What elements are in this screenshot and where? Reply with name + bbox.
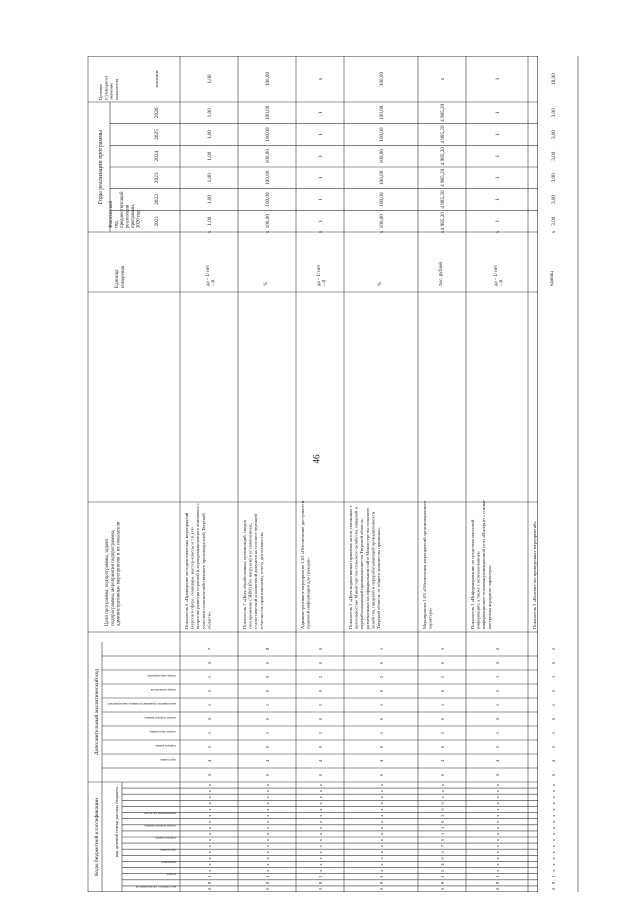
additional-code-digit: 1 bbox=[265, 703, 270, 707]
additional-code-digit: 1 bbox=[379, 731, 384, 735]
budget-code-digit: х bbox=[495, 845, 500, 848]
additional-col-label: задача подпрограммы bbox=[144, 716, 176, 720]
row-value-6-2: 3,00 bbox=[551, 173, 557, 183]
budget-code-digit: 0 bbox=[379, 887, 384, 891]
header-program-goals: Цели программы, подпрограммы, задачиподпрограммы, мероприятия подпрограммы,административные мероприятия и их показатели bbox=[105, 521, 122, 626]
budget-code-digit: х bbox=[495, 814, 500, 817]
row-value-2-3: 1 bbox=[318, 154, 324, 158]
additional-code-digit: 1 bbox=[495, 731, 500, 735]
budget-code-digit: х bbox=[379, 820, 384, 823]
budget-code-digit: х bbox=[207, 783, 212, 787]
budget-code-digit: 4 bbox=[440, 863, 445, 866]
rotated-table-page bbox=[88, 56, 557, 892]
row-value-6-0: 3,00 bbox=[551, 216, 557, 226]
row-value-1-5: 100,00 bbox=[265, 105, 271, 120]
row-value-0-3: 1,00 bbox=[207, 151, 213, 161]
header-fact-value: Фактическийгод,предшествующийреализациипрограммы,2020 год bbox=[109, 191, 142, 228]
row-name-0: Показатель 6 «Проведение методологических мероприятий(курсов в сфере, семинары, мастер-классы и т.п.) повопросам развития отраслей и агропромышленного комплекса сучастием сельскохозяйственного производителей Тверскойобласти» bbox=[184, 503, 212, 629]
additional-code-digit: 3 bbox=[495, 675, 500, 679]
additional-code-digit: 4 bbox=[495, 759, 500, 763]
budget-code-digit: х bbox=[551, 802, 556, 805]
row-target-2: х bbox=[318, 77, 324, 81]
additional-code-digit: 0 bbox=[379, 689, 384, 693]
budget-code-digit: х bbox=[379, 808, 384, 811]
additional-code-digit: 0 bbox=[379, 745, 384, 749]
additional-code-digit: 4 bbox=[379, 759, 384, 763]
budget-code-digit: х bbox=[551, 857, 556, 860]
budget-code-digit: 0 bbox=[551, 887, 556, 891]
year-header-2023: 2023 bbox=[154, 172, 160, 184]
budget-code-digit: х bbox=[207, 802, 212, 805]
row-value-3-3: 100,00 bbox=[379, 149, 385, 164]
row-value-4-1: 4 985,20 bbox=[440, 190, 446, 209]
budget-code-digit: х bbox=[379, 790, 384, 793]
year-header-2022: 2022 bbox=[154, 194, 160, 205]
budget-code-digit: х bbox=[551, 832, 556, 836]
row-value-4-5: 4 985,20 bbox=[440, 103, 446, 122]
header-budget-sub: код целевой статьи расхода бюджета bbox=[114, 786, 119, 858]
budget-code-digit: 1 bbox=[440, 826, 445, 829]
row-unit-3: % bbox=[378, 282, 383, 286]
additional-code-digit: 0 bbox=[318, 773, 323, 777]
additional-code-digit: 0 bbox=[440, 717, 445, 721]
row-fact-2: х bbox=[318, 230, 324, 234]
row-value-2-1: 1 bbox=[318, 198, 324, 201]
budget-code-digit: х bbox=[318, 869, 323, 872]
budget-code-digit: х bbox=[318, 796, 323, 799]
budget-code-digit: х bbox=[207, 826, 212, 829]
budget-code-digit: х bbox=[318, 790, 323, 793]
budget-col-label: программа bbox=[160, 848, 176, 853]
row-name-1: Показатель 7 «Доля обработанных организаций, сводовсвоевременно (ЭВМ) (без нагрузки) в установленных,статистической и налоговой документах соответствующейотчетности, практическому отчету деятельности» bbox=[242, 514, 264, 629]
additional-code-digit: 0 bbox=[265, 773, 270, 777]
additional-code-digit: 2 bbox=[379, 675, 384, 679]
budget-code-digit: х bbox=[379, 826, 384, 829]
row-value-6-3: 3,00 bbox=[551, 151, 557, 161]
additional-col-label: номер показателя bbox=[150, 688, 176, 692]
budget-code-digit: 1 bbox=[318, 875, 323, 878]
budget-code-digit: х bbox=[207, 869, 212, 872]
budget-code-digit: х bbox=[265, 783, 270, 787]
budget-code-digit: х bbox=[207, 832, 212, 836]
budget-code-digit: х bbox=[207, 820, 212, 823]
year-header-2025: 2025 bbox=[154, 129, 160, 140]
budget-code-digit: х bbox=[551, 820, 556, 823]
additional-code-digit: 2 bbox=[551, 647, 556, 651]
additional-code-digit: 0 bbox=[265, 717, 270, 721]
row-value-2-0: 1 bbox=[318, 219, 324, 223]
budget-code-digit: х bbox=[265, 832, 270, 836]
budget-code-digit: 0 bbox=[440, 838, 445, 842]
budget-code-digit: х bbox=[379, 814, 384, 817]
additional-code-digit: 8 bbox=[265, 647, 270, 651]
additional-code-digit: 1 bbox=[379, 647, 384, 651]
budget-code-digit: х bbox=[495, 802, 500, 805]
additional-code-digit: 0 bbox=[265, 745, 270, 749]
budget-code-digit: х bbox=[318, 838, 323, 842]
year-header-2021: 2021 bbox=[154, 215, 160, 227]
additional-code-digit: 0 bbox=[318, 689, 323, 693]
row-value-2-4: 1 bbox=[318, 133, 324, 136]
additional-code-digit: 0 bbox=[207, 717, 212, 721]
budget-code-digit: х bbox=[265, 857, 270, 860]
additional-col-label: подпрограмма bbox=[155, 744, 176, 748]
budget-code-digit: 1 bbox=[440, 875, 445, 878]
additional-code-digit: 0 bbox=[379, 717, 384, 721]
budget-code-digit: х bbox=[265, 820, 270, 823]
budget-col-label: направление расходов bbox=[144, 811, 176, 816]
budget-code-digit: х bbox=[318, 783, 323, 787]
budget-code-digit: х bbox=[265, 838, 270, 842]
budget-code-digit: х bbox=[265, 869, 270, 872]
budget-code-digit: х bbox=[265, 851, 270, 854]
additional-code-digit: 0 bbox=[207, 745, 212, 749]
row-unit-5: да – 1/ нет– 0 bbox=[494, 264, 505, 286]
row-name-4: Мероприятие 1.03 «Обеспечение мероприятий организационногохарактера» bbox=[422, 500, 433, 629]
row-value-4-3: 4 985,20 bbox=[440, 147, 446, 166]
additional-code-digit: 4 bbox=[207, 759, 212, 763]
budget-code-digit: х bbox=[495, 832, 500, 836]
budget-code-digit: 1 bbox=[495, 875, 500, 878]
budget-code-digit: х bbox=[265, 845, 270, 848]
budget-code-digit: х bbox=[207, 808, 212, 811]
additional-code-digit: 4 bbox=[551, 759, 556, 763]
row-name-2: Административное мероприятие 1.02 «Обеспечение доступностиправовой информации для граждан» bbox=[300, 500, 311, 629]
row-value-4-4: 4 985,20 bbox=[440, 125, 446, 144]
budget-code-digit: х bbox=[551, 851, 556, 854]
row-target-1: 100,00 bbox=[265, 71, 271, 87]
additional-code-digit: 0 bbox=[318, 717, 323, 721]
budget-code-digit: х bbox=[265, 802, 270, 805]
budget-code-digit: 0 bbox=[265, 887, 270, 891]
additional-code-digit: 2 bbox=[318, 675, 323, 679]
row-value-1-0: 100,00 bbox=[265, 214, 271, 229]
budget-code-digit: х bbox=[318, 820, 323, 823]
additional-code-digit: 1 bbox=[551, 731, 556, 735]
budget-code-digit: 5 bbox=[440, 851, 445, 854]
additional-code-digit: 0 bbox=[379, 661, 384, 665]
budget-code-digit: х bbox=[551, 826, 556, 829]
row-value-3-4: 100,00 bbox=[379, 127, 385, 142]
row-unit-6: единиц bbox=[550, 271, 555, 286]
budget-code-digit: х bbox=[495, 857, 500, 860]
row-value-0-1: 1,00 bbox=[207, 194, 213, 205]
additional-code-digit: 0 bbox=[551, 745, 556, 749]
budget-code-digit: 1 bbox=[551, 875, 556, 878]
row-value-2-2: 1 bbox=[318, 176, 324, 180]
header-target-value: значение bbox=[154, 70, 159, 88]
row-fact-0: х bbox=[207, 230, 213, 234]
budget-code-digit: х bbox=[265, 826, 270, 829]
budget-code-digit: х bbox=[379, 802, 384, 805]
additional-code-digit: 0 bbox=[551, 773, 556, 777]
additional-col-label: мероприятие (административное мероприятие) bbox=[107, 702, 176, 706]
additional-code-digit: 0 bbox=[495, 647, 500, 651]
budget-code-digit: х bbox=[318, 863, 323, 866]
budget-code-digit: х bbox=[318, 845, 323, 848]
budget-code-digit: х bbox=[440, 783, 445, 787]
additional-code-digit: 0 bbox=[207, 773, 212, 777]
row-value-1-2: 100,00 bbox=[265, 170, 271, 185]
additional-code-digit: 1 bbox=[207, 675, 212, 679]
budget-code-digit: х bbox=[265, 808, 270, 811]
row-value-5-4: 1 bbox=[495, 133, 501, 136]
budget-code-digit: х bbox=[207, 814, 212, 817]
budget-code-digit: 8 bbox=[265, 881, 270, 884]
additional-code-digit: 0 bbox=[495, 689, 500, 693]
row-fact-4: х bbox=[440, 230, 446, 234]
year-header-2024: 2024 bbox=[154, 150, 160, 162]
row-value-6-4: 3,00 bbox=[551, 129, 557, 140]
row-unit-4: тыс. рублей bbox=[439, 262, 444, 286]
budget-code-digit: х bbox=[551, 863, 556, 866]
row-value-0-5: 1,00 bbox=[207, 108, 213, 118]
additional-code-digit: 7 bbox=[207, 647, 212, 651]
budget-code-digit: 8 bbox=[495, 881, 500, 884]
row-value-2-5: 1 bbox=[318, 111, 324, 115]
budget-code-digit: 0 bbox=[207, 887, 212, 891]
budget-code-digit: х bbox=[265, 790, 270, 793]
budget-code-digit: х bbox=[318, 851, 323, 854]
budget-col-label: задача подпрограммы bbox=[144, 823, 176, 828]
budget-code-digit: х bbox=[207, 845, 212, 848]
row-value-1-3: 100,00 bbox=[265, 149, 271, 164]
budget-col-label: раздел bbox=[166, 872, 176, 877]
budget-code-digit: х bbox=[495, 808, 500, 811]
additional-code-digit: 1 bbox=[440, 731, 445, 735]
additional-code-digit: 4 bbox=[318, 759, 323, 763]
additional-code-digit: 3 bbox=[551, 675, 556, 679]
row-value-0-2: 1,00 bbox=[207, 173, 213, 183]
row-value-5-0: 1 bbox=[495, 219, 501, 223]
row-fact-3: х bbox=[379, 230, 385, 234]
additional-code-digit: 0 bbox=[440, 773, 445, 777]
budget-code-digit: х bbox=[318, 808, 323, 811]
budget-code-digit: х bbox=[440, 796, 445, 799]
budget-code-digit: х bbox=[379, 863, 384, 866]
row-fact-1: х bbox=[265, 230, 271, 234]
budget-code-digit: х bbox=[551, 845, 556, 848]
additional-code-digit: 0 bbox=[440, 689, 445, 693]
row-fact-5: х bbox=[495, 230, 501, 234]
additional-code-digit: 1 bbox=[265, 731, 270, 735]
additional-code-digit: 1 bbox=[440, 675, 445, 679]
budget-code-digit: х bbox=[551, 838, 556, 842]
additional-code-digit: 0 bbox=[265, 661, 270, 665]
header-additional-codes: Дополнительный аналитический код bbox=[94, 668, 100, 756]
row-value-5-1: 1 bbox=[495, 198, 501, 201]
budget-code-digit: х bbox=[318, 802, 323, 805]
budget-code-digit: 2 bbox=[440, 814, 445, 817]
row-fact-6: х bbox=[551, 230, 557, 234]
budget-code-digit: х bbox=[495, 869, 500, 872]
budget-code-digit: 0 bbox=[440, 802, 445, 805]
additional-code-digit: 0 bbox=[207, 689, 212, 693]
budget-code-digit: х bbox=[379, 845, 384, 848]
additional-code-digit: 0 bbox=[318, 647, 323, 651]
budget-code-digit: 8 bbox=[379, 881, 384, 884]
row-value-6-5: 3,00 bbox=[551, 108, 557, 118]
budget-code-digit: 8 bbox=[318, 881, 323, 884]
program-indicators-table bbox=[88, 56, 557, 892]
budget-code-digit: х bbox=[265, 863, 270, 866]
row-value-5-5: 1 bbox=[495, 111, 501, 115]
budget-code-digit: 7 bbox=[440, 845, 445, 848]
additional-col-label: задача программы bbox=[149, 730, 176, 734]
row-value-4-2: 4 985,20 bbox=[440, 168, 446, 187]
budget-code-digit: 1 bbox=[440, 832, 445, 836]
budget-code-digit: х bbox=[551, 869, 556, 872]
additional-code-digit: 0 bbox=[551, 661, 556, 665]
budget-code-digit: х bbox=[440, 790, 445, 793]
additional-code-digit: 0 bbox=[495, 717, 500, 721]
row-value-4-0: 4 985,20 bbox=[440, 212, 446, 231]
budget-code-digit: х bbox=[495, 783, 500, 787]
additional-code-digit: 1 bbox=[440, 703, 445, 707]
additional-code-digit: 3 bbox=[440, 647, 445, 651]
additional-col-label: номер мероприятия bbox=[147, 674, 176, 678]
row-value-5-3: 1 bbox=[495, 154, 501, 158]
budget-code-digit: х bbox=[318, 814, 323, 817]
budget-col-label: подпрограмма bbox=[155, 836, 176, 840]
budget-code-digit: х bbox=[379, 869, 384, 872]
row-value-3-0: 100,00 bbox=[379, 214, 385, 229]
budget-code-digit: х bbox=[551, 814, 556, 817]
row-value-0-0: 1,00 bbox=[207, 216, 213, 226]
additional-code-digit: 4 bbox=[440, 759, 445, 763]
additional-code-digit: 0 bbox=[318, 661, 323, 665]
budget-code-digit: х bbox=[495, 851, 500, 854]
budget-code-digit: х bbox=[551, 783, 556, 787]
budget-code-digit: х bbox=[495, 863, 500, 866]
row-unit-1: % bbox=[264, 282, 269, 286]
budget-code-digit: х bbox=[318, 832, 323, 836]
additional-code-digit: 0 bbox=[440, 745, 445, 749]
budget-code-digit: х bbox=[551, 796, 556, 799]
budget-code-digit: х bbox=[495, 820, 500, 823]
row-value-1-4: 100,00 bbox=[265, 127, 271, 142]
row-value-5-2: 1 bbox=[495, 176, 501, 180]
budget-code-digit: х bbox=[318, 826, 323, 829]
budget-code-digit: х bbox=[207, 857, 212, 860]
budget-code-digit: 0 bbox=[318, 887, 323, 891]
additional-code-digit: 0 bbox=[207, 661, 212, 665]
budget-code-digit: х bbox=[379, 857, 384, 860]
budget-code-digit: х bbox=[495, 790, 500, 793]
row-unit-2: да – 1/ нет– 0 bbox=[317, 264, 328, 286]
budget-code-digit: 0 bbox=[440, 857, 445, 860]
budget-code-digit: х bbox=[379, 832, 384, 836]
budget-code-digit: 8 bbox=[551, 881, 556, 884]
budget-col-label: подраздел bbox=[161, 860, 176, 865]
additional-code-digit: 1 bbox=[207, 703, 212, 707]
budget-code-digit: 0 bbox=[440, 869, 445, 872]
budget-code-digit: х bbox=[379, 851, 384, 854]
additional-code-digit: 1 bbox=[495, 703, 500, 707]
additional-code-digit: 0 bbox=[265, 675, 270, 679]
budget-code-digit: х bbox=[265, 814, 270, 817]
additional-code-digit: 0 bbox=[495, 745, 500, 749]
additional-code-digit: 0 bbox=[495, 661, 500, 665]
budget-code-digit: 0 bbox=[440, 808, 445, 811]
additional-code-digit: 0 bbox=[551, 717, 556, 721]
additional-code-digit: 1 bbox=[551, 703, 556, 707]
additional-code-digit: 0 bbox=[379, 773, 384, 777]
budget-code-digit: х bbox=[207, 863, 212, 866]
budget-code-digit: 8 bbox=[207, 881, 212, 884]
additional-code-digit: 4 bbox=[265, 759, 270, 763]
additional-col-label: программа bbox=[160, 758, 176, 762]
budget-code-digit: х bbox=[318, 857, 323, 860]
budget-code-digit: 1 bbox=[207, 875, 212, 878]
budget-code-digit: х bbox=[379, 796, 384, 799]
header-unit: Единицаизмерения bbox=[115, 265, 126, 288]
row-value-3-5: 100,00 bbox=[379, 105, 385, 120]
row-value-6-1: 3,00 bbox=[551, 194, 557, 205]
row-unit-0: да – 1/ нет– 0 bbox=[206, 264, 217, 286]
row-value-3-1: 100,00 bbox=[379, 192, 385, 207]
budget-code-digit: х bbox=[207, 796, 212, 799]
page-number: 46 bbox=[311, 454, 322, 464]
budget-code-digit: х bbox=[207, 838, 212, 842]
budget-code-digit: х bbox=[379, 838, 384, 842]
row-name-3: Показатель 1 «Доля нормативных правовых актов, связанных сдеятельностью Министерства сельского хозяйства, пищевой иперерабатывающей промышленности Тверской области,размещенных на официальном сайте Министерства сельскогохозяйства, пищевой и перерабатывающей промышленностиТверской области, от общего количества принятых» bbox=[348, 505, 381, 629]
row-value-1-1: 100,00 bbox=[265, 192, 271, 207]
additional-code-digit: 1 bbox=[318, 703, 323, 707]
row-target-5: 1 bbox=[495, 77, 501, 81]
budget-code-digit: х bbox=[495, 796, 500, 799]
additional-code-digit: 1 bbox=[379, 703, 384, 707]
budget-col-label: код главного распорядителя bbox=[135, 884, 176, 889]
budget-code-digit: х bbox=[207, 851, 212, 854]
header-budget-codes: Коды бюджетной классификации bbox=[94, 798, 100, 876]
row-target-4: х bbox=[440, 77, 446, 81]
header-years: Годы реализации программы bbox=[98, 129, 104, 205]
budget-code-digit: 0 bbox=[440, 820, 445, 823]
header-target: Целевое(суммарное)значениепоказателя bbox=[98, 75, 119, 100]
budget-code-digit: х bbox=[551, 808, 556, 811]
budget-code-digit: 0 bbox=[495, 887, 500, 891]
budget-code-digit: х bbox=[379, 783, 384, 787]
budget-code-digit: х bbox=[495, 826, 500, 829]
row-value-3-2: 100,00 bbox=[379, 170, 385, 185]
additional-code-digit: 0 bbox=[318, 745, 323, 749]
additional-code-digit: 0 bbox=[495, 773, 500, 777]
row-target-0: 1,00 bbox=[207, 74, 213, 84]
budget-code-digit: х bbox=[495, 838, 500, 842]
budget-code-digit: 1 bbox=[265, 875, 270, 878]
row-name-6: Показатель 2 «Количество проведенных мероприятий» bbox=[532, 521, 537, 629]
row-name-5: Показатель 1 «Информирование по средствам массовойинформации, а также с использованиеминформационно-телекоммуникационной сети «Интернет» и иныематериалы аграрного характера» bbox=[470, 500, 492, 629]
additional-code-digit: 0 bbox=[265, 689, 270, 693]
budget-code-digit: х bbox=[551, 790, 556, 793]
budget-code-digit: х bbox=[265, 796, 270, 799]
budget-code-digit: 0 bbox=[440, 887, 445, 891]
row-target-3: 100,00 bbox=[379, 71, 385, 87]
budget-code-digit: 8 bbox=[440, 881, 445, 884]
row-target-6: 18,00 bbox=[551, 73, 557, 85]
year-header-2026: 2026 bbox=[154, 107, 160, 119]
additional-code-digit: 1 bbox=[207, 731, 212, 735]
budget-code-digit: 1 bbox=[379, 875, 384, 878]
additional-code-digit: 0 bbox=[440, 661, 445, 665]
additional-code-digit: 1 bbox=[318, 731, 323, 735]
additional-code-digit: 0 bbox=[551, 689, 556, 693]
budget-code-digit: х bbox=[207, 790, 212, 793]
row-value-0-4: 1,00 bbox=[207, 129, 213, 140]
